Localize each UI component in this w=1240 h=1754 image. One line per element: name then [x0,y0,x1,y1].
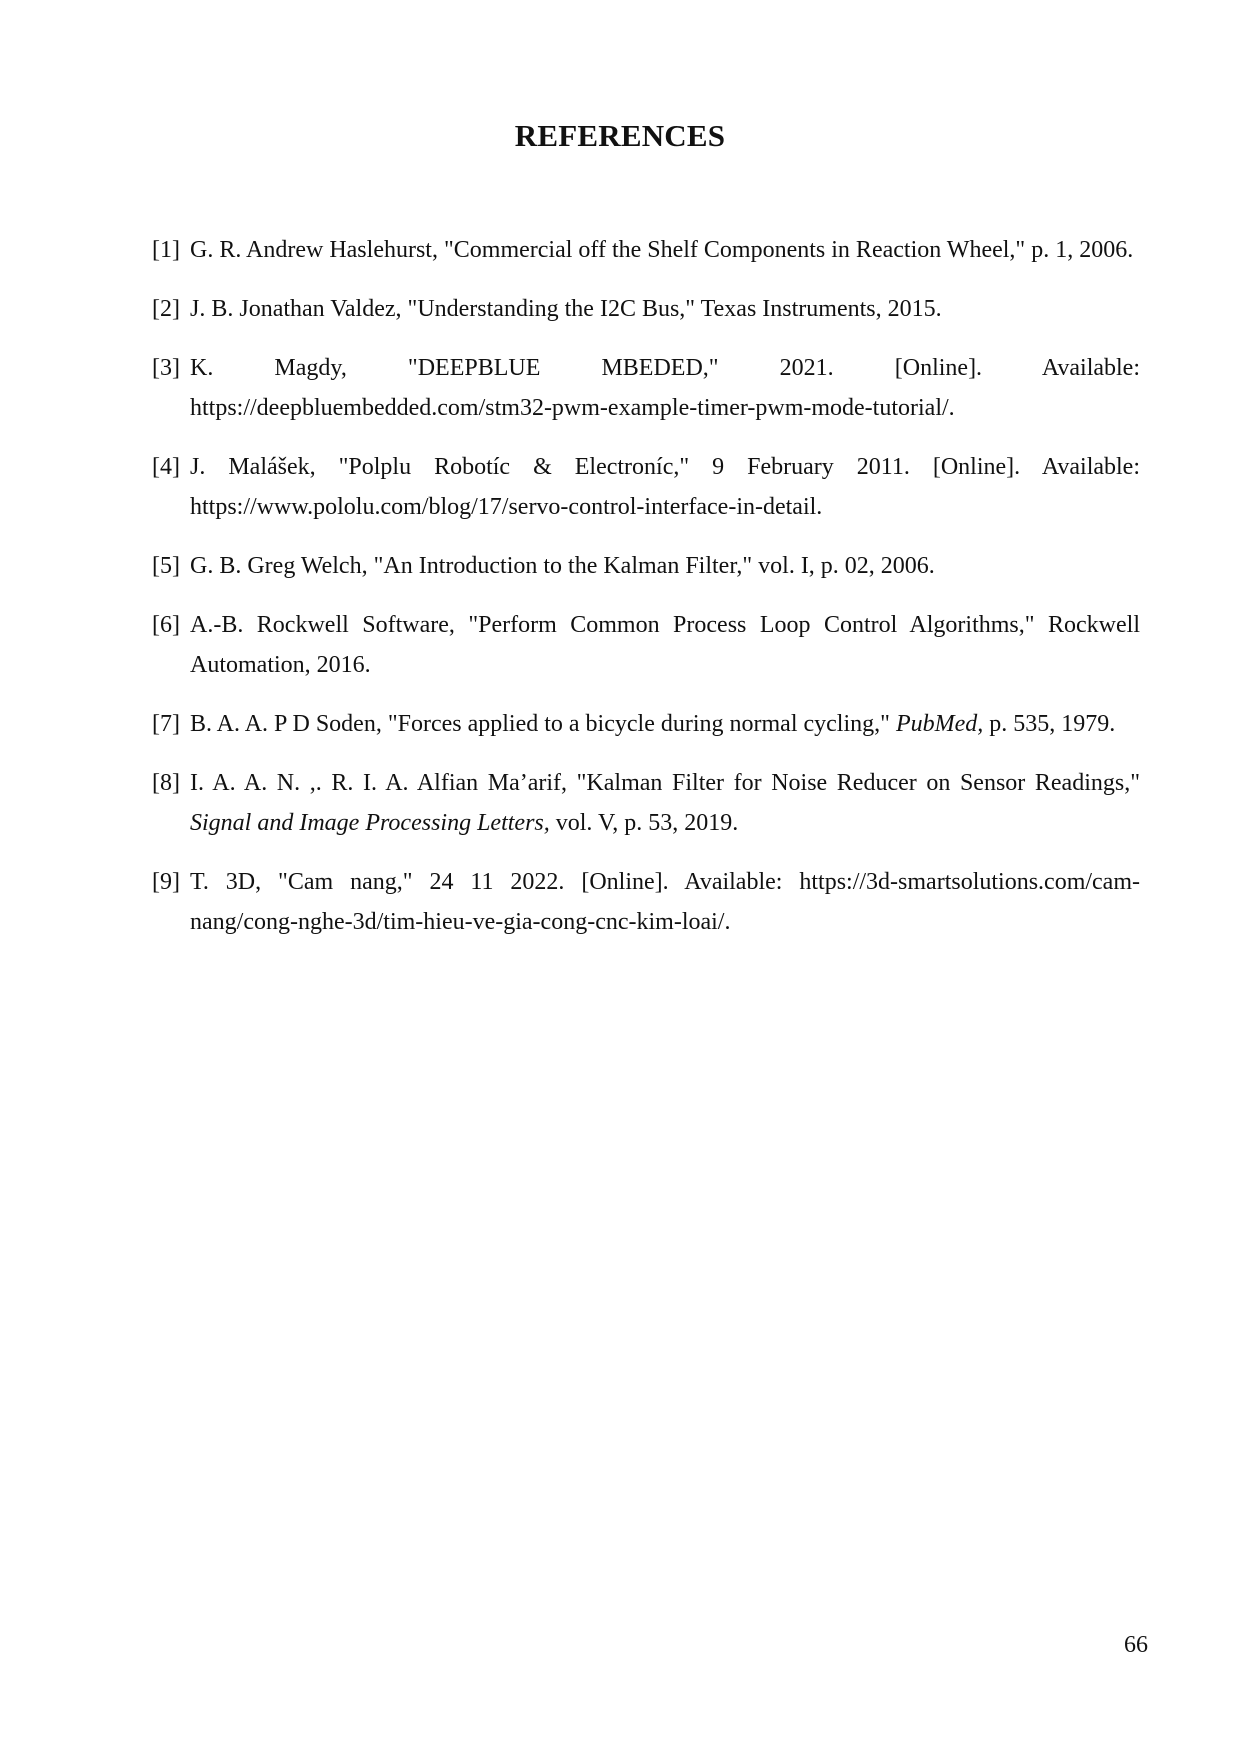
reference-item-7 [152,704,1140,744]
reference-list [152,230,1140,961]
reference-text [190,348,1140,428]
reference-number: [4] [152,454,180,480]
reference-authors-title: I. A. A. N. ,. R. I. A. Alfian Ma’arif, "Kalman Filter for Noise Reducer on Sensor Readings," [190,770,1140,796]
reference-item-9 [152,862,1140,942]
reference-number: [7] [152,711,180,737]
reference-number: [6] [152,612,180,638]
reference-item-5 [152,546,1140,586]
reference-url: https://deepbluembedded.com/stm32-pwm-example-timer-pwm-mode-tutorial/. [190,395,955,421]
reference-text: G. R. Andrew Haslehurst, "Commercial off the Shelf Components in Reaction Wheel," p. 1, 2006. [190,237,1134,263]
page-number: 66 [1124,1632,1148,1658]
reference-number: [3] [152,355,180,381]
reference-number: [5] [152,553,180,579]
reference-number: [1] [152,237,180,263]
reference-text-line-1: J. Malášek, "Polplu Robotíc & Electroníc," 9 February 2011. [Online]. Available: [190,454,1140,480]
reference-text: J. B. Jonathan Valdez, "Understanding the I2C Bus," Texas Instruments, 2015. [190,296,942,322]
reference-journal: Signal and Image Processing Letters, [190,810,550,836]
page-title: REFERENCES [514,118,726,153]
reference-item-1 [152,230,1140,270]
reference-text: G. B. Greg Welch, "An Introduction to the Kalman Filter," vol. I, p. 02, 2006. [190,553,935,579]
reference-item-3 [152,348,1140,428]
reference-authors-title: B. A. A. P D Soden, "Forces applied to a bicycle during normal cycling," [190,711,896,737]
reference-item-6 [152,605,1140,685]
reference-text: A.-B. Rockwell Software, "Perform Common Process Loop Control Algorithms," Rockwell Automation, 2016. [190,612,1140,678]
reference-journal: PubMed, [895,711,984,737]
reference-text [190,763,1140,843]
reference-number: [8] [152,770,180,796]
reference-text: T. 3D, "Cam nang," 24 11 2022. [Online]. Available: https://3d-smartsolutions.com/cam-nang/cong-nghe-3d/tim-hieu-ve-gia-cong-cnc-kim-loai/. [190,869,1140,935]
reference-number: [9] [152,869,180,895]
reference-details: p. 535, 1979. [983,711,1116,737]
reference-text [190,704,1140,744]
reference-item-4 [152,447,1140,527]
reference-url: https://www.pololu.com/blog/17/servo-control-interface-in-detail. [190,494,823,520]
reference-details: vol. V, p. 53, 2019. [549,810,739,836]
reference-number: [2] [152,296,180,322]
reference-item-8 [152,763,1140,843]
reference-item-2 [152,289,1140,329]
reference-text-line-1: K. Magdy, "DEEPBLUE MBEDED," 2021. [Online]. Available: [190,355,1140,381]
reference-text [190,447,1140,527]
